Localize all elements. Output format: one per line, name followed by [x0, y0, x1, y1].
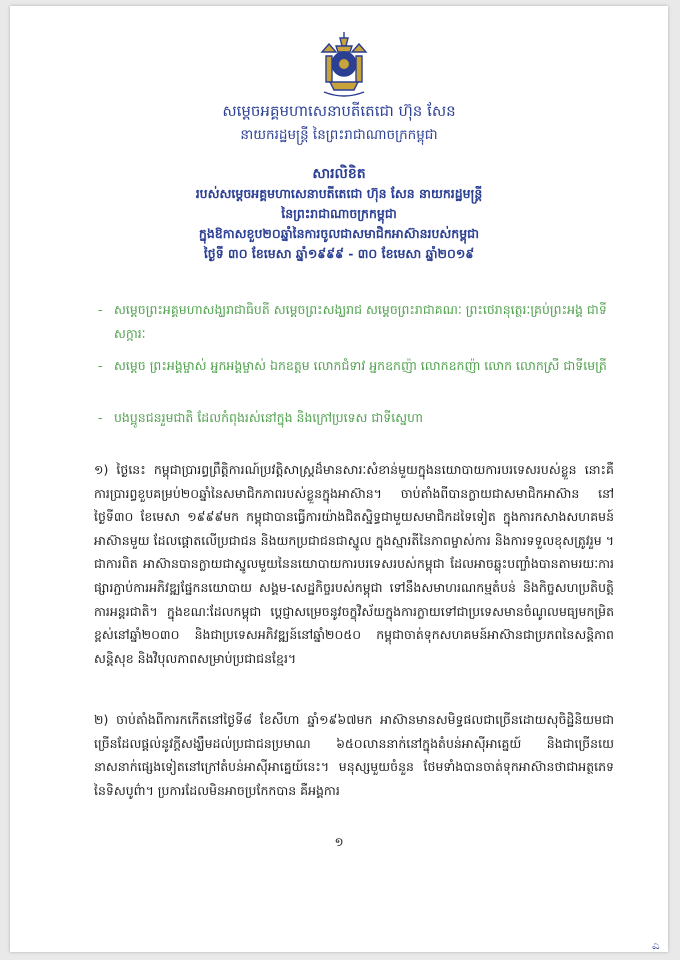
greeting-dash: -: [98, 358, 103, 373]
sender-title: នាយករដ្ឋមន្ត្រី នៃព្រះរាជាណាចក្រកម្ពុជា: [240, 127, 438, 143]
title-line-3: ក្នុងឱកាសខួប២០ឆ្នាំនៃការចូលជាសមាជិកអាស៊ានរបស់កម្ពុជា: [198, 226, 480, 241]
document-page: [10, 6, 668, 952]
title-date-line: ថ្ងៃទី ៣០ ខែមេសា ឆ្នាំ១៩៩៩ - ៣០ ខែមេសា ឆ្នាំ២០១៩: [203, 246, 475, 261]
sender-name: សម្ដេចអគ្គមហាសេនាបតីតេជោ ហ៊ុន សែន: [222, 102, 456, 120]
greeting-dash: -: [98, 410, 103, 425]
greeting-text: សម្ដេច ព្រះអង្គម្ចាស់ អ្នកអង្គម្ចាស់ ឯកឧត្ដម លោកជំទាវ អ្នកឧកញ៉ា លោកឧកញ៉ា លោក លោកស្រី ជាទីមេត្រី: [114, 358, 607, 373]
royal-emblem-icon: [316, 30, 372, 100]
greeting-dash: -: [98, 302, 103, 317]
page-number: ១: [334, 835, 344, 849]
title-line-2: នៃព្រះរាជាណាចក្រកម្ពុជា: [281, 206, 397, 221]
title-line-1: របស់សម្ដេចអគ្គមហាសេនាបតីតេជោ ហ៊ុន សែន នាយករដ្ឋមន្ត្រី: [195, 186, 483, 201]
greeting-text: សម្ដេចព្រះអគ្គមហាសង្ឃរាជាធិបតី សម្ដេចព្រះសង្ឃរាជ សម្ដេចព្រះរាជាគណៈ ព្រះថេរានុត្ថេរៈគ្រប់ព្រះអង្គ ជាទីសក្ការៈ: [114, 302, 607, 341]
corner-mark: ಎ: [652, 938, 660, 952]
greeting-item: [98, 354, 624, 378]
body-paragraph-2: ២) ចាប់តាំងពីការកកើតនៅថ្ងៃទី៨ ខែសីហា ឆ្នាំ១៩៦៧មក អាស៊ានមានសមិទ្ធផលជាច្រើនដោយសុចិដ្ឋិនិយមជាច្រើនដែលផ្ដល់នូវក្ដីសង្ឃឹមដល់ប្រជាជនប្រមាណ ៦៥០លាននាក់នៅក្នុងតំបន់អាស៊ីអាគ្នេយ៍ និងជាច្រើនយេនាសនាក់ផ្សេងទៀតនៅក្រៅតំបន់អាស៊ីអាគ្នេយ៍នេះ។ មនុស្សមួយចំនួន ថែមទាំងបានចាត់ទុកអាស៊ានថាជាអត្ថភេទនៃទិសបូព៌ា។ ប្រការដែលមិនអាចប្រកែកបាន គឺអង្គការ: [94, 712, 614, 798]
greeting-item: [98, 406, 624, 430]
greeting-item: [98, 298, 624, 346]
body-paragraph-1: ១) ថ្ងៃនេះ កម្ពុជាប្រារព្ធព្រឹត្តិការណ៍ប្រវត្តិសាស្ត្រដ៏មានសារៈសំខាន់មួយក្នុងនយោបាយការបរទេសរបស់ខ្លួន នោះគឺការប្រារព្ធខួបគម្រប់២០ឆ្នាំនៃសមាជិកភាពរបស់ខ្លួនក្នុងអាស៊ាន។ ចាប់តាំងពីបានក្លាយជាសមាជិកអាស៊ាន នៅថ្ងៃទី៣០ ខែមេសា ១៩៩៩មក កម្ពុជាបានធ្វើការយ៉ាងជិតស្និទ្ធជាមួយសមាជិកដទៃទៀត ក្នុងការកសាងសហគមន៍អាស៊ានមួយ ដែលផ្ដោតលើប្រជាជន និងយកប្រជាជនជាស្នូល ក្នុងស្មារតីនៃភាពម្ចាស់ការ និងការទទួលខុសត្រូវរួម ។ ជាការពិត អាស៊ានបានក្លាយជាស្នូលមួយនៃនយោបាយការបរទេសរបស់កម្ពុជា ដែលអាចឆ្លុះបញ្ចាំងបានតាមរយៈការផ្សារភ្ជាប់ការអភិវឌ្ឍផ្នែកនយោបាយ សង្គម-សេដ្ឋកិច្ចរបស់កម្ពុជា ទៅនឹងសមាហរណកម្មតំបន់ និងកិច្ចសហប្រតិបត្តិការអន្តរជាតិ។ ក្នុងខណៈដែលកម្ពុជា ប្ដេជ្ញាសម្រេចនូវចក្ខុវិស័យក្នុងការក្លាយទៅជាប្រទេសមានចំណូលមធ្យមកម្រិតខ្ពស់នៅឆ្នាំ២០៣០ និងជាប្រទេសអភិវឌ្ឍន៍នៅឆ្នាំ២០៥០ កម្ពុជាចាត់ទុកសហគមន៍អាស៊ានជាប្រភពនៃសន្តិភាព សន្តិសុខ និងវិបុលភាពសម្រាប់ប្រជាជនខ្មែរ។: [94, 462, 614, 666]
greeting-text: បងប្អូនជនរួមជាតិ ដែលកំពុងរស់នៅក្នុង និងក្រៅប្រទេស ជាទីស្នេហា: [114, 410, 423, 425]
document-heading: សារលិខិត: [312, 166, 366, 182]
